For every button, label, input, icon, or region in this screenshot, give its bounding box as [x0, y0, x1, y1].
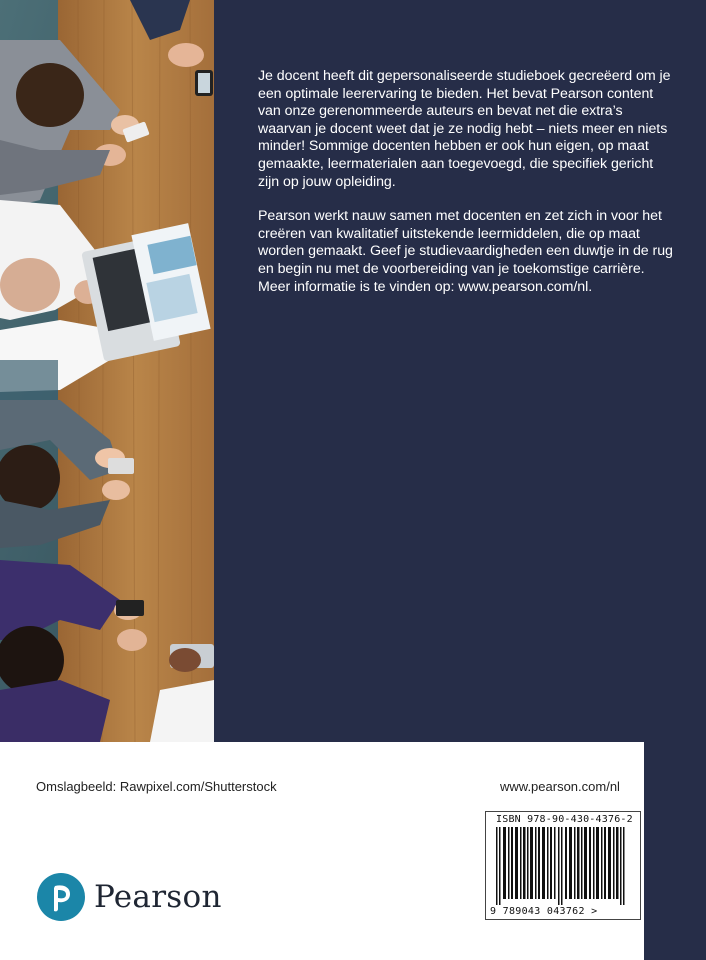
barcode-icon — [496, 827, 632, 905]
publisher-website: www.pearson.com/nl — [500, 779, 620, 794]
back-cover-blurb — [258, 68, 678, 313]
ean-digits: 9 789043 043762 > — [490, 906, 598, 917]
cover-credit: Omslagbeeld: Rawpixel.com/Shutterstock — [36, 779, 277, 794]
blurb-paragraph-1: Je docent heeft dit gepersonaliseerde studieboek gecreëerd om je een optimale leerervaring te bieden. Het bevat Pearson content van onze gerenommeerde auteurs en bevat net die extra’s waarvan je docent weet dat je ze nodig hebt – niets meer en niets minder! Sommige docenten hebben er ook hun eigen, op maat gemaakte, leermaterialen aan toegevoegd, die specifiek gericht zijn op jouw opleiding. — [258, 68, 671, 190]
pearson-logo-icon — [36, 872, 86, 922]
isbn-barcode — [485, 811, 641, 920]
cover-photo — [0, 0, 214, 742]
brand-name: Pearson — [94, 879, 222, 915]
spine-strip — [644, 742, 706, 960]
pearson-logo — [36, 870, 222, 924]
blurb-paragraph-2: Pearson werkt nauw samen met docenten en zet zich in voor het creëren van kwalitatief uitstekende leermiddelen, die op maat worden gemaakt. Geef je studievaardigheden een duwtje in de rug en begin nu met de voorbereiding van je toekomstige carrière. Meer informatie is te vinden op: www.pearson.com/nl. — [258, 208, 673, 295]
isbn-label: ISBN 978-90-430-4376-2 — [496, 814, 633, 825]
people-at-table-photo — [0, 0, 214, 742]
